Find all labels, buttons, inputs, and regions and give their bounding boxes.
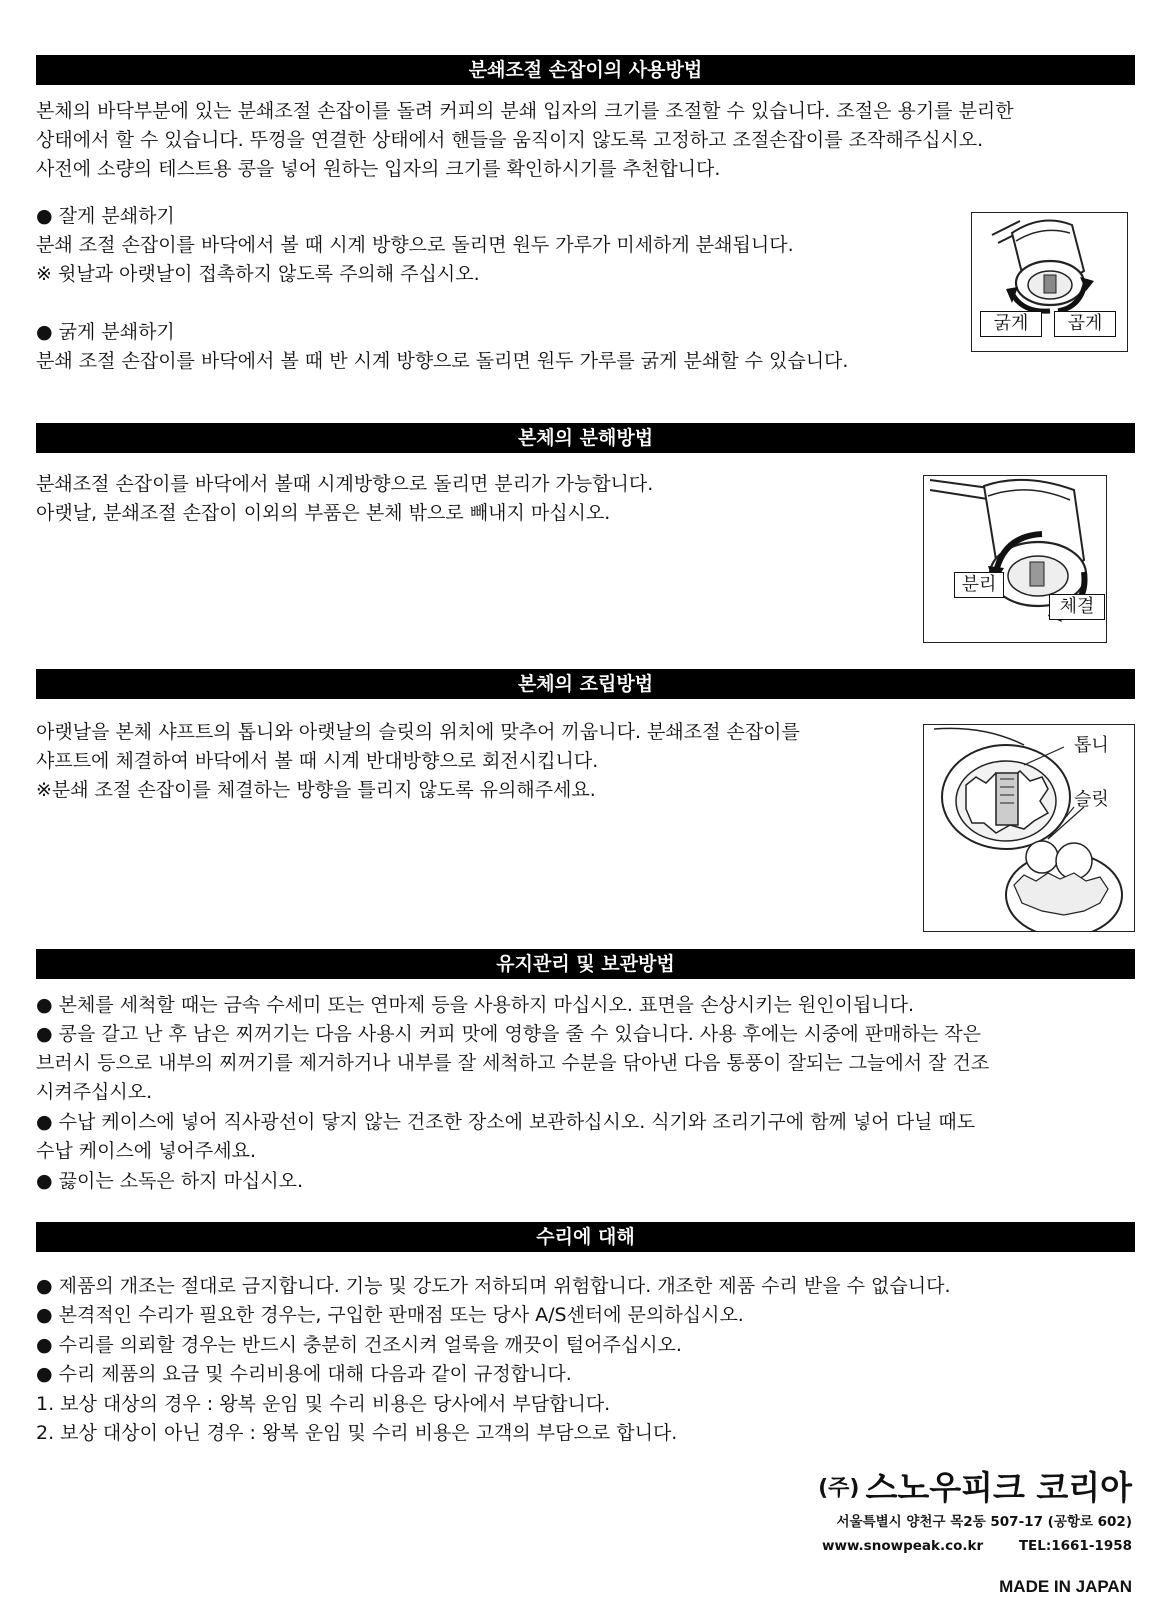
fine-grind-description: 분쇄 조절 손잡이를 바닥에서 볼 때 시계 방향으로 돌리면 원두 가루가 미세하게 분쇄됩니다. <box>36 234 794 256</box>
maintenance-line-6: 수납 케이스에 넣어주세요. <box>36 1140 257 1162</box>
separate-label: 분리 <box>954 572 1004 598</box>
grind-adjust-paragraph-line-1: 본체의 바닥부분에 있는 분쇄조절 손잡이를 돌려 커피의 분쇄 입자의 크기를 조절할 수 있습니다. 조절은 용기를 분리한 <box>36 100 1014 122</box>
coarse-grind-heading: ● 굵게 분쇄하기 <box>36 321 175 343</box>
section-title-grind-adjust: 분쇄조절 손잡이의 사용방법 <box>36 55 1135 85</box>
fasten-label: 체결 <box>1049 594 1105 620</box>
slit-label: 슬릿 <box>1074 789 1109 810</box>
maintenance-line-5: ● 수납 케이스에 넣어 직사광선이 닿지 않는 건조한 장소에 보관하십시오. 식기와 조리기구에 함께 넣어 다닐 때도 <box>36 1111 976 1133</box>
made-in-japan: MADE IN JAPAN <box>999 1577 1132 1596</box>
maintenance-line-7: ● 끓이는 소독은 하지 마십시오. <box>36 1170 304 1192</box>
maintenance-line-2: ● 콩을 갈고 난 후 남은 찌꺼기는 다음 사용시 커피 맛에 영향을 줄 수 있습니다. 사용 후에는 시중에 판매하는 작은 <box>36 1023 981 1045</box>
fine-label: 곱게 <box>1054 311 1116 337</box>
assembly-line-3: ※분쇄 조절 손잡이를 체결하는 방향을 틀리지 않도록 유의해주세요. <box>36 779 596 801</box>
maintenance-line-4: 시켜주십시오. <box>36 1081 153 1103</box>
maintenance-line-3: 브러시 등으로 내부의 찌꺼기를 제거하거나 내부를 잘 세척하고 수분을 닦아낸 다음 통풍이 잘되는 그늘에서 잘 건조 <box>36 1052 990 1074</box>
repair-line-6: 2. 보상 대상이 아닌 경우 : 왕복 운임 및 수리 비용은 고객의 부담으로 합니다. <box>36 1422 678 1444</box>
disassembly-illustration <box>923 475 1107 643</box>
maintenance-line-1: ● 본체를 세척할 때는 금속 수세미 또는 연마제 등을 사용하지 마십시오. 표면을 손상시키는 원인이됩니다. <box>36 994 915 1016</box>
section-title-maintenance: 유지관리 및 보관방법 <box>36 949 1135 979</box>
grind-adjust-paragraph-line-2: 상태에서 할 수 있습니다. 뚜껑을 연결한 상태에서 핸들을 움직이지 않도록 고정하고 조절손잡이를 조작해주십시오. <box>36 129 984 151</box>
coarse-grind-description: 분쇄 조절 손잡이를 바닥에서 볼 때 반 시계 방향으로 돌리면 원두 가루를 굵게 분쇄할 수 있습니다. <box>36 350 849 372</box>
fine-grind-heading: ● 잘게 분쇄하기 <box>36 205 175 227</box>
company-address: 서울특별시 양천구 목2동 507-17 (공항로 602) <box>836 1514 1132 1530</box>
repair-line-2: ● 본격적인 수리가 필요한 경우는, 구입한 판매점 또는 당사 A/S센터에 문의하십시오. <box>36 1304 744 1326</box>
company-tel: TEL:1661-1958 <box>1018 1538 1132 1554</box>
section-title-disassembly: 본체의 분해방법 <box>36 423 1135 453</box>
grind-adjust-illustration <box>971 212 1128 352</box>
company-name-text: 스노우피크 코리아 <box>865 1468 1132 1507</box>
fine-grind-note: ※ 윗날과 아랫날이 접촉하지 않도록 주의해 주십시오. <box>36 263 480 285</box>
coarse-label: 굵게 <box>980 311 1042 337</box>
repair-line-4: ● 수리 제품의 요금 및 수리비용에 대해 다음과 같이 규정합니다. <box>36 1363 572 1385</box>
assembly-illustration <box>923 724 1135 932</box>
company-corp-mark: (주) <box>818 1476 860 1501</box>
disassembly-line-1: 분쇄조절 손잡이를 바닥에서 볼때 시계방향으로 돌리면 분리가 가능합니다. <box>36 473 654 495</box>
assembly-line-1: 아랫날을 본체 샤프트의 톱니와 아랫날의 슬릿의 위치에 맞추어 끼웁니다. 분쇄조절 손잡이를 <box>36 721 800 743</box>
repair-line-5: 1. 보상 대상의 경우 : 왕복 운임 및 수리 비용은 당사에서 부담합니다. <box>36 1393 611 1415</box>
section-title-assembly: 본체의 조립방법 <box>36 669 1135 699</box>
teeth-label: 톱니 <box>1074 735 1109 756</box>
disassembly-line-2: 아랫날, 분쇄조절 손잡이 이외의 부품은 본체 밖으로 빼내지 마십시오. <box>36 502 611 524</box>
company-name <box>818 1462 1132 1509</box>
assembly-line-2: 샤프트에 체결하여 바닥에서 볼 때 시계 반대방향으로 회전시킵니다. <box>36 750 599 772</box>
company-website: www.snowpeak.co.kr <box>822 1538 984 1554</box>
grind-adjust-paragraph-line-3: 사전에 소량의 테스트용 콩을 넣어 원하는 입자의 크기를 확인하시기를 추천합니다. <box>36 158 721 180</box>
repair-line-1: ● 제품의 개조는 절대로 금지합니다. 기능 및 강도가 저하되며 위험합니다. 개조한 제품 수리 받을 수 없습니다. <box>36 1275 951 1297</box>
section-title-repair: 수리에 대해 <box>36 1222 1135 1252</box>
repair-line-3: ● 수리를 의뢰할 경우는 반드시 충분히 건조시켜 얼룩을 깨끗이 털어주십시오. <box>36 1334 682 1356</box>
